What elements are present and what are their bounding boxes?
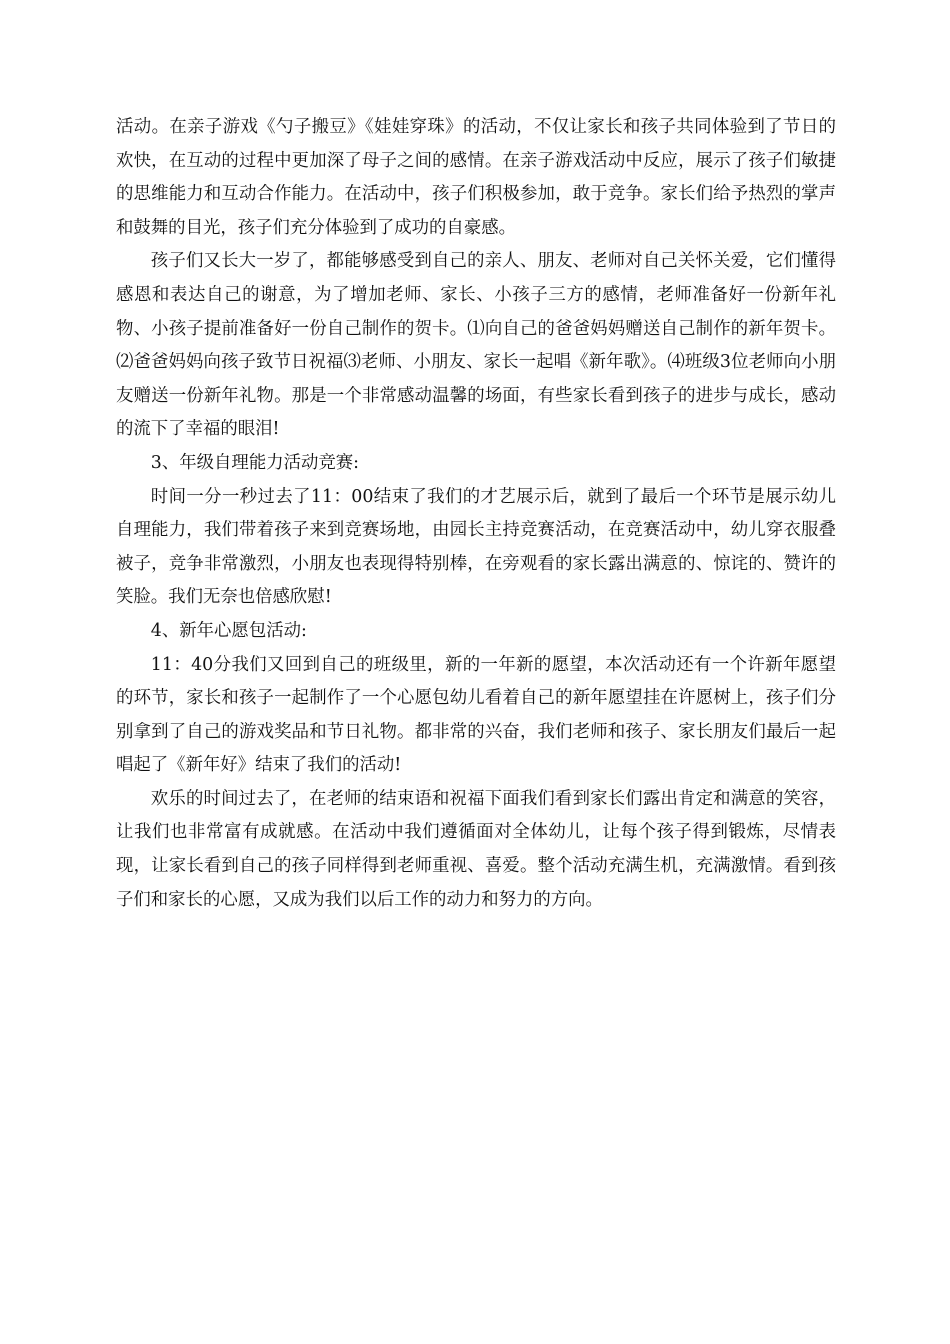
section-heading-self-care-competition: 3、年级自理能力活动竞赛: — [150, 452, 360, 473]
paragraph-new-year-gifts: 孩子们又长大一岁了，都能够感受到自己的亲人、朋友、老师对自己关怀关爱，它们懂得感恩和表达自己的谢意，为了增加老师、家长、小孩子三方的感情，老师准备好一份新年礼物、小孩子提前准备好一份自己制作的贺卡。⑴向自己的爸爸妈妈赠送自己制作的新年贺卡。⑵爸爸妈妈向孩子致节日祝福⑶老师、小朋友、家长一起唱《新年歌》。⑷班级3位老师向小朋友赠送一份新年礼物。那是一个非常感动温馨的场面，有些家长看到孩子的进步与成长，感动的流下了幸福的眼泪! — [116, 251, 836, 440]
paragraph-conclusion: 欢乐的时间过去了，在老师的结束语和祝福下面我们看到家长们露出肯定和满意的笑容，让我们也非常富有成就感。在活动中我们遵循面对全体幼儿，让每个孩子得到锻炼，尽情表现，让家长看到自己的孩子同样得到老师重视、喜爱。整个活动充满生机，充满激情。看到孩子们和家长的心愿，又成为我们以后工作的动力和努力的方向。 — [116, 788, 836, 910]
document-body — [116, 111, 836, 917]
paragraph-wish-bag-activity: 11：40分我们又回到自己的班级里，新的一年新的愿望，本次活动还有一个许新年愿望的环节，家长和孩子一起制作了一个心愿包幼儿看着自己的新年愿望挂在许愿树上，孩子们分别拿到了自己的游戏奖品和节日礼物。都非常的兴奋，我们老师和孩子、家长朋友们最后一起唱起了《新年好》结束了我们的活动! — [116, 654, 836, 776]
paragraph-self-care-competition: 时间一分一秒过去了11：00结束了我们的才艺展示后，就到了最后一个环节是展示幼儿自理能力，我们带着孩子来到竞赛场地，由园长主持竞赛活动，在竞赛活动中，幼儿穿衣服叠被子，竞争非常激烈，小朋友也表现得特别棒，在旁观看的家长露出满意的、惊诧的、赞许的笑脸。我们无奈也倍感欣慰! — [116, 486, 836, 608]
section-heading-wish-bag-activity: 4、新年心愿包活动: — [150, 620, 307, 641]
paragraph-parent-child-games: 活动。在亲子游戏《勺子搬豆》《娃娃穿珠》的活动，不仅让家长和孩子共同体验到了节日的欢快，在互动的过程中更加深了母子之间的感情。在亲子游戏活动中反应，展示了孩子们敏捷的思维能力和互动合作能力。在活动中，孩子们积极参加，敢于竞争。家长们给予热烈的掌声和鼓舞的目光，孩子们充分体验到了成功的自豪感。 — [116, 117, 836, 238]
